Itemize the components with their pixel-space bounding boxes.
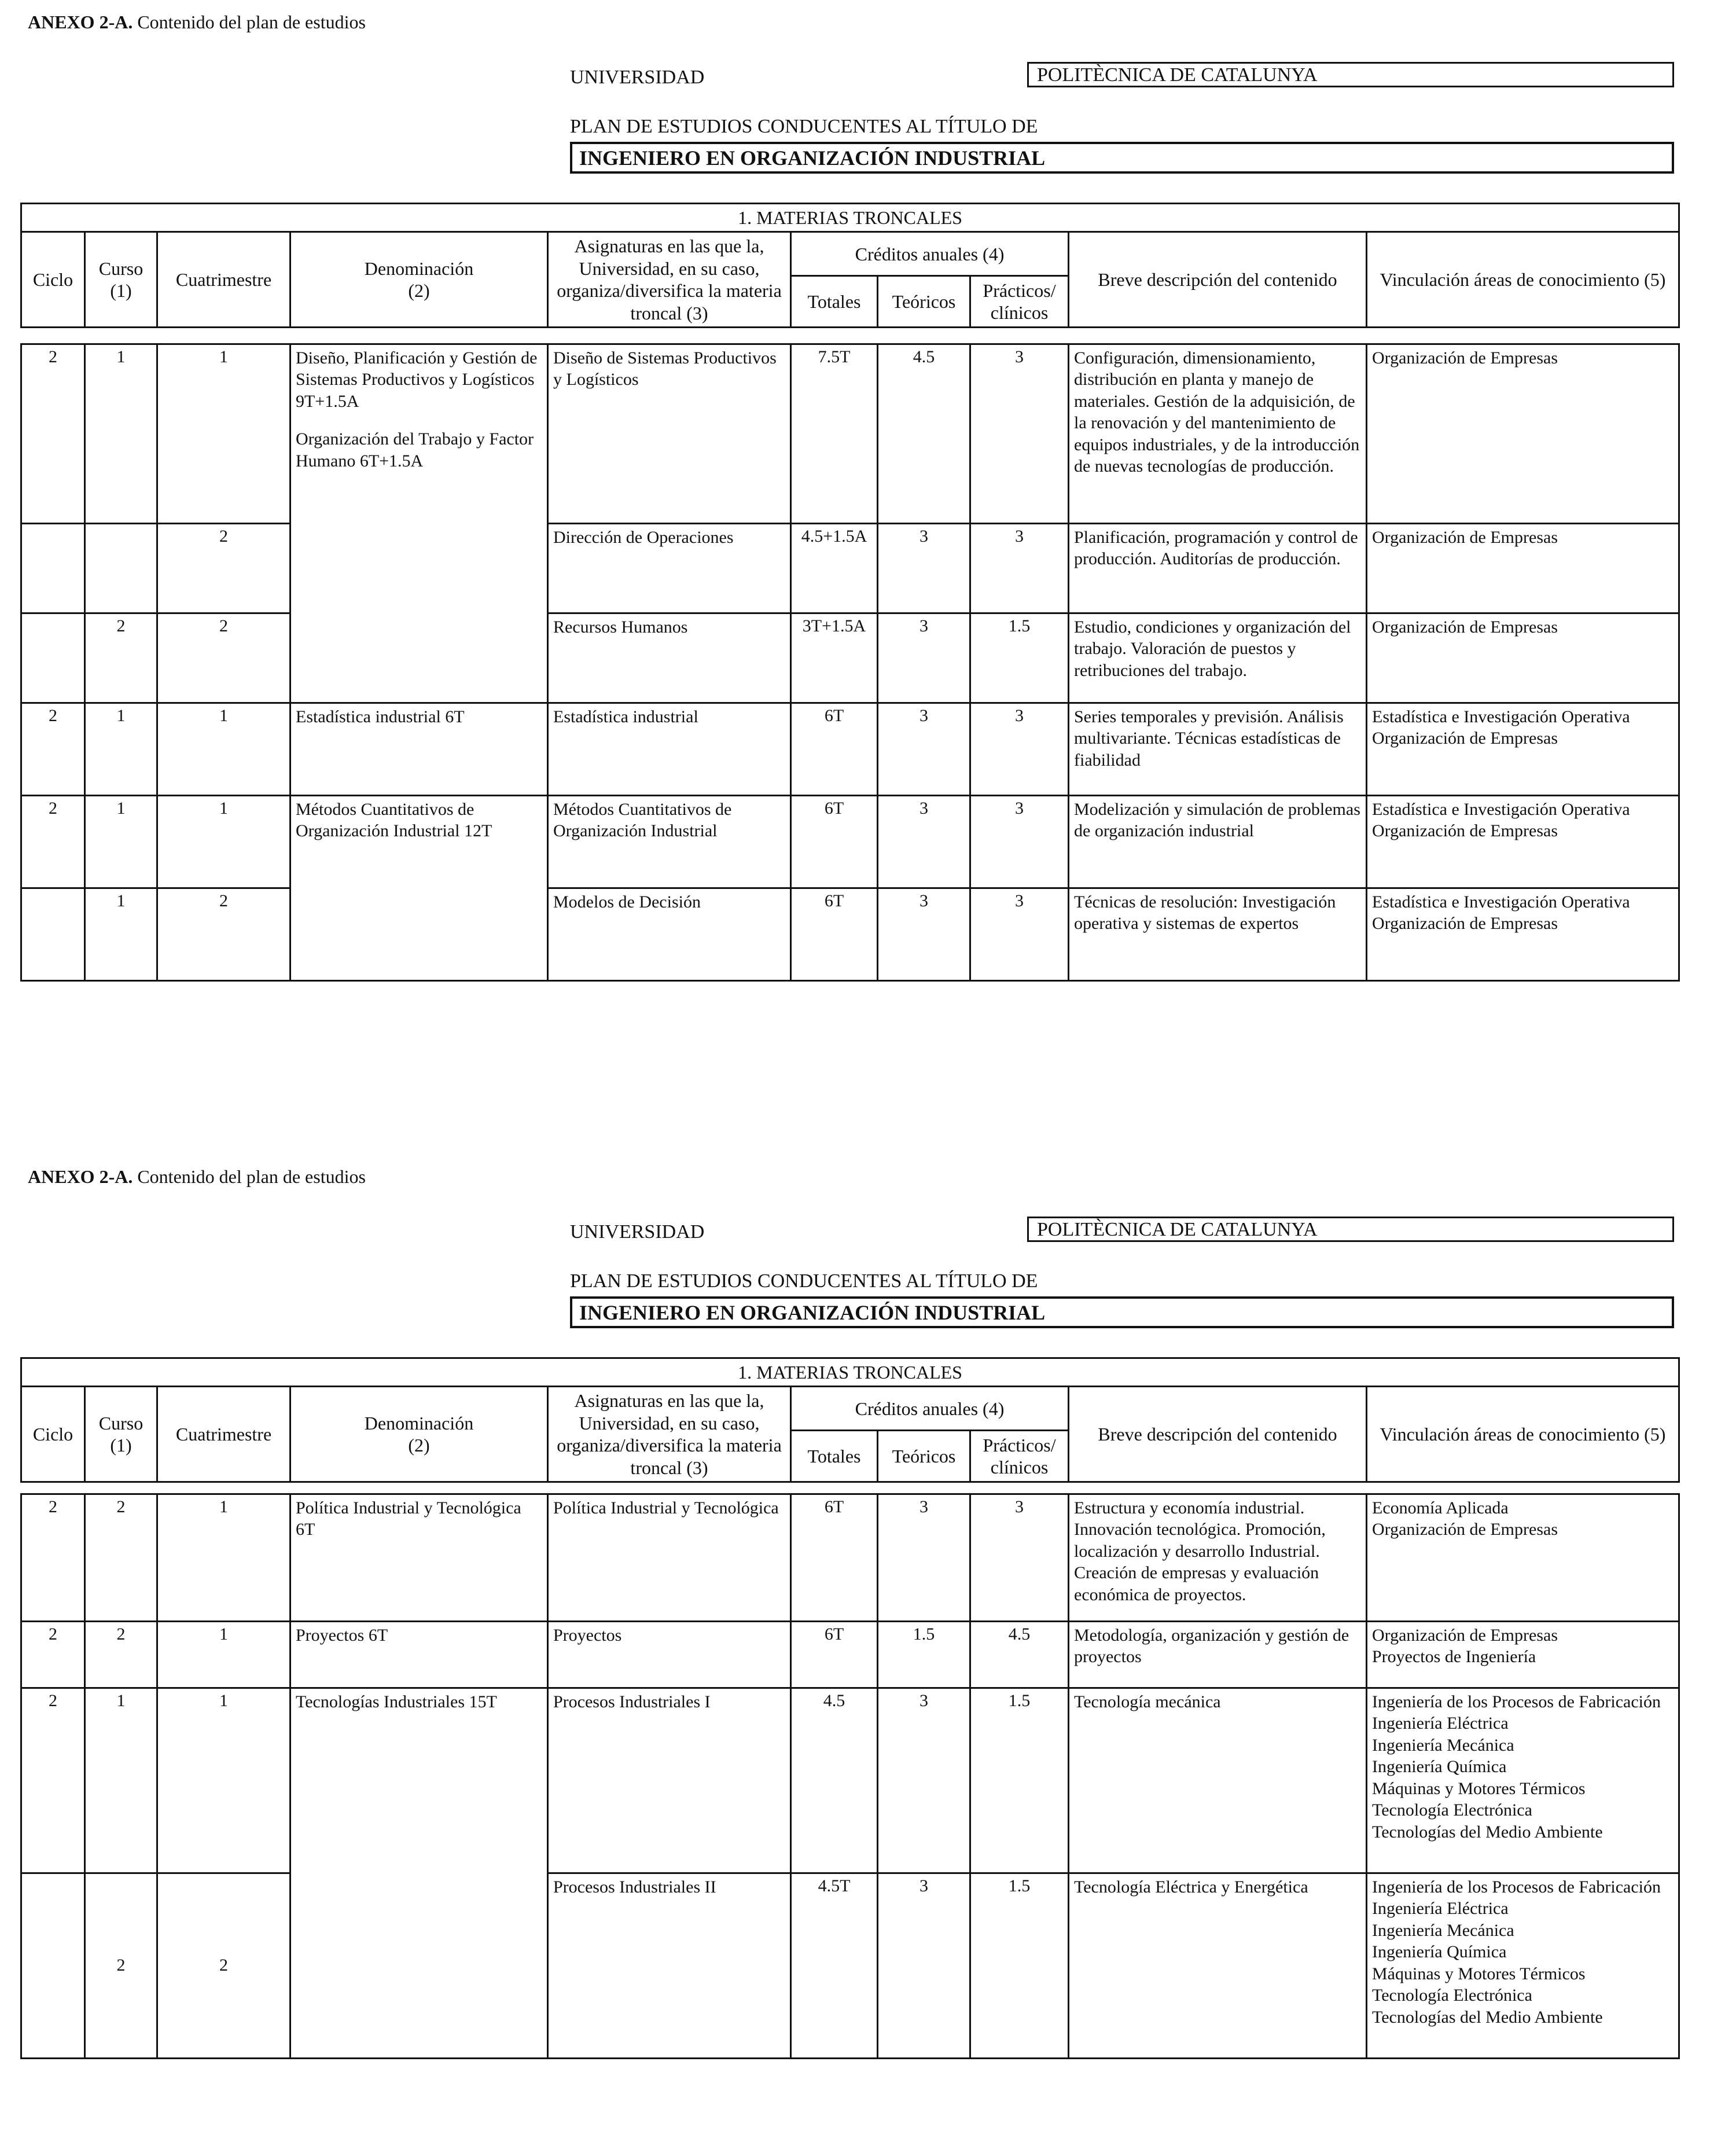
cell-ciclo: 2 (21, 703, 85, 795)
university-label: UNIVERSIDAD (570, 1221, 705, 1243)
cell-cuatrimestre: 1 (157, 703, 290, 795)
university-value: POLITÈCNICA DE CATALUNYA (1027, 62, 1674, 87)
cell-cuatrimestre: 1 (157, 1494, 290, 1621)
cell-ciclo: 2 (21, 1688, 85, 1873)
cell-asignatura: Política Industrial y Tecnológica (548, 1494, 791, 1621)
plan-label: PLAN DE ESTUDIOS CONDUCENTES AL TÍTULO DE (570, 116, 1038, 137)
cell-area: Economía Aplicada Organización de Empresas (1367, 1494, 1679, 1621)
col-totales: Totales (791, 1431, 878, 1482)
cell-curso: 1 (85, 344, 157, 523)
cell-asignatura: Modelos de Decisión (548, 888, 791, 980)
cell-totales: 4.5+1.5A (791, 523, 878, 613)
cell-totales: 6T (791, 1621, 878, 1688)
cell-asignatura: Diseño de Sistemas Productivos y Logísticos (548, 344, 791, 523)
cell-curso: 2 (85, 1494, 157, 1621)
table-row (21, 795, 1679, 888)
col-breve: Breve descripción del contenido (1069, 232, 1367, 328)
cell-denominacion: Tecnologías Industriales 15T (290, 1688, 548, 2058)
cell-teoricos: 1.5 (878, 1621, 970, 1688)
col-denominacion: Denominación (2) (290, 1387, 548, 1482)
cell-teoricos: 4.5 (878, 344, 970, 523)
cell-descripcion: Tecnología mecánica (1069, 1688, 1367, 1873)
cell-practicos: 1.5 (970, 1873, 1069, 2058)
cell-teoricos: 3 (878, 1873, 970, 2058)
col-denominacion: Denominación (2) (290, 232, 548, 328)
col-teoricos: Teóricos (878, 276, 970, 328)
cell-cuatrimestre: 1 (157, 795, 290, 888)
cell-practicos: 1.5 (970, 613, 1069, 703)
col-practicos: Prácticos/ clínicos (970, 1431, 1069, 1482)
table-row (21, 1621, 1679, 1688)
cell-area: Organización de Empresas (1367, 344, 1679, 523)
cell-curso: 1 (85, 795, 157, 888)
cell-asignatura: Métodos Cuantitativos de Organización Industrial (548, 795, 791, 888)
cell-area: Organización de Empresas (1367, 523, 1679, 613)
cell-practicos: 3 (970, 344, 1069, 523)
cell-teoricos: 3 (878, 1494, 970, 1621)
university-value: POLITÈCNICA DE CATALUNYA (1027, 1217, 1674, 1242)
cell-totales: 7.5T (791, 344, 878, 523)
cell-teoricos: 3 (878, 888, 970, 980)
cell-descripcion: Estructura y economía industrial. Innovación tecnológica. Promoción, localización y desarrollo Industrial. Creación de empresas y evaluación económica de proyectos. (1069, 1494, 1367, 1621)
table-row (21, 1873, 1679, 2058)
col-asignaturas: Asignaturas en las que la, Universidad, en su caso, organiza/diversifica la materia troncal (3) (548, 1387, 791, 1482)
cell-practicos: 3 (970, 888, 1069, 980)
cell-practicos: 3 (970, 795, 1069, 888)
col-cuatrimestre: Cuatrimestre (157, 1387, 290, 1482)
cell-ciclo: 2 (21, 1494, 85, 1621)
cell-denominacion: Diseño, Planificación y Gestión de Sistemas Productivos y Logísticos 9T+1.5A Organización del Trabajo y Factor Humano 6T+1.5A (290, 344, 548, 703)
cell-cuatrimestre: 1 (157, 344, 290, 523)
cell-asignatura: Estadística industrial (548, 703, 791, 795)
annex-heading: ANEXO 2-A. Contenido del plan de estudios (28, 12, 366, 32)
cell-area: Estadística e Investigación Operativa Organización de Empresas (1367, 888, 1679, 980)
degree-title: INGENIERO EN ORGANIZACIÓN INDUSTRIAL (570, 142, 1674, 174)
cell-curso (85, 523, 157, 613)
col-vinculacion: Vinculación áreas de conocimiento (5) (1367, 1387, 1679, 1482)
col-teoricos: Teóricos (878, 1431, 970, 1482)
cell-descripcion: Series temporales y previsión. Análisis multivariante. Técnicas estadísticas de fiabilidad (1069, 703, 1367, 795)
annex-heading: ANEXO 2-A. Contenido del plan de estudios (28, 1166, 366, 1187)
cell-curso: 1 (85, 1688, 157, 1873)
cell-area: Ingeniería de los Procesos de Fabricación Ingeniería Eléctrica Ingeniería Mecánica Ingeniería Química Máquinas y Motores Térmicos Tecnología Electrónica Tecnologías del Medio Ambiente (1367, 1688, 1679, 1873)
col-curso: Curso (1) (85, 232, 157, 328)
cell-descripcion: Tecnología Eléctrica y Energética (1069, 1873, 1367, 2058)
cell-cuatrimestre: 1 (157, 1621, 290, 1688)
cell-asignatura: Proyectos (548, 1621, 791, 1688)
cell-totales: 3T+1.5A (791, 613, 878, 703)
cell-cuatrimestre: 2 (157, 523, 290, 613)
cell-totales: 6T (791, 795, 878, 888)
cell-practicos: 3 (970, 703, 1069, 795)
cell-area: Estadística e Investigación Operativa Organización de Empresas (1367, 703, 1679, 795)
cell-cuatrimestre: 1 (157, 1688, 290, 1873)
cell-curso: 2 (85, 1873, 157, 2058)
table-title: 1. MATERIAS TRONCALES (21, 1358, 1679, 1387)
cell-curso: 1 (85, 888, 157, 980)
cell-totales: 6T (791, 703, 878, 795)
cell-descripcion: Configuración, dimensionamiento, distribución en planta y manejo de materiales. Gestión de la adquisición, de la renovación y del mantenimiento de equipos industriales, y de la introducción de nuevas tecnologías de producción. (1069, 344, 1367, 523)
cell-asignatura: Dirección de Operaciones (548, 523, 791, 613)
cell-teoricos: 3 (878, 795, 970, 888)
col-cuatrimestre: Cuatrimestre (157, 232, 290, 328)
col-ciclo: Ciclo (21, 232, 85, 328)
cell-teoricos: 3 (878, 703, 970, 795)
cell-descripcion: Modelización y simulación de problemas de organización industrial (1069, 795, 1367, 888)
table-row (21, 1688, 1679, 1873)
cell-ciclo: 2 (21, 795, 85, 888)
materias-troncales-table (20, 1357, 1680, 2059)
cell-asignatura: Procesos Industriales II (548, 1873, 791, 2058)
cell-descripcion: Planificación, programación y control de producción. Auditorías de producción. (1069, 523, 1367, 613)
col-asignaturas: Asignaturas en las que la, Universidad, en su caso, organiza/diversifica la materia troncal (3) (548, 232, 791, 328)
plan-label: PLAN DE ESTUDIOS CONDUCENTES AL TÍTULO DE (570, 1270, 1038, 1292)
cell-descripcion: Metodología, organización y gestión de proyectos (1069, 1621, 1367, 1688)
col-creditos: Créditos anuales (4) (791, 1387, 1069, 1431)
cell-totales: 4.5 (791, 1688, 878, 1873)
cell-cuatrimestre: 2 (157, 613, 290, 703)
cell-denominacion: Métodos Cuantitativos de Organización Industrial 12T (290, 795, 548, 980)
cell-asignatura: Recursos Humanos (548, 613, 791, 703)
table-row (21, 703, 1679, 795)
cell-cuatrimestre: 2 (157, 888, 290, 980)
cell-cuatrimestre: 2 (157, 1873, 290, 2058)
col-vinculacion: Vinculación áreas de conocimiento (5) (1367, 232, 1679, 328)
col-totales: Totales (791, 276, 878, 328)
cell-teoricos: 3 (878, 1688, 970, 1873)
cell-asignatura: Procesos Industriales I (548, 1688, 791, 1873)
cell-teoricos: 3 (878, 523, 970, 613)
cell-area: Estadística e Investigación Operativa Organización de Empresas (1367, 795, 1679, 888)
cell-practicos: 3 (970, 523, 1069, 613)
cell-curso: 1 (85, 703, 157, 795)
col-practicos: Prácticos/ clínicos (970, 276, 1069, 328)
cell-area: Organización de Empresas (1367, 613, 1679, 703)
cell-practicos: 3 (970, 1494, 1069, 1621)
col-ciclo: Ciclo (21, 1387, 85, 1482)
table-row (21, 344, 1679, 523)
cell-totales: 6T (791, 888, 878, 980)
cell-denominacion: Estadística industrial 6T (290, 703, 548, 795)
cell-ciclo: 2 (21, 344, 85, 523)
table-title: 1. MATERIAS TRONCALES (21, 204, 1679, 232)
university-label: UNIVERSIDAD (570, 67, 705, 88)
cell-denominacion: Proyectos 6T (290, 1621, 548, 1688)
materias-troncales-table (20, 203, 1680, 982)
cell-descripcion: Estudio, condiciones y organización del trabajo. Valoración de puestos y retribuciones del trabajo. (1069, 613, 1367, 703)
table-row (21, 1494, 1679, 1621)
col-breve: Breve descripción del contenido (1069, 1387, 1367, 1482)
cell-teoricos: 3 (878, 613, 970, 703)
cell-ciclo: 2 (21, 1621, 85, 1688)
col-creditos: Créditos anuales (4) (791, 232, 1069, 276)
cell-curso: 2 (85, 613, 157, 703)
cell-practicos: 1.5 (970, 1688, 1069, 1873)
table-row (21, 613, 1679, 703)
cell-totales: 4.5T (791, 1873, 878, 2058)
cell-area: Organización de Empresas Proyectos de Ingeniería (1367, 1621, 1679, 1688)
degree-title: INGENIERO EN ORGANIZACIÓN INDUSTRIAL (570, 1296, 1674, 1328)
cell-totales: 6T (791, 1494, 878, 1621)
col-curso: Curso (1) (85, 1387, 157, 1482)
cell-curso: 2 (85, 1621, 157, 1688)
cell-practicos: 4.5 (970, 1621, 1069, 1688)
cell-descripcion: Técnicas de resolución: Investigación operativa y sistemas de expertos (1069, 888, 1367, 980)
table-row (21, 523, 1679, 613)
table-row (21, 888, 1679, 980)
cell-area: Ingeniería de los Procesos de Fabricación Ingeniería Eléctrica Ingeniería Mecánica Ingeniería Química Máquinas y Motores Térmicos Tecnología Electrónica Tecnologías del Medio Ambiente (1367, 1873, 1679, 2058)
cell-denominacion: Política Industrial y Tecnológica 6T (290, 1494, 548, 1621)
